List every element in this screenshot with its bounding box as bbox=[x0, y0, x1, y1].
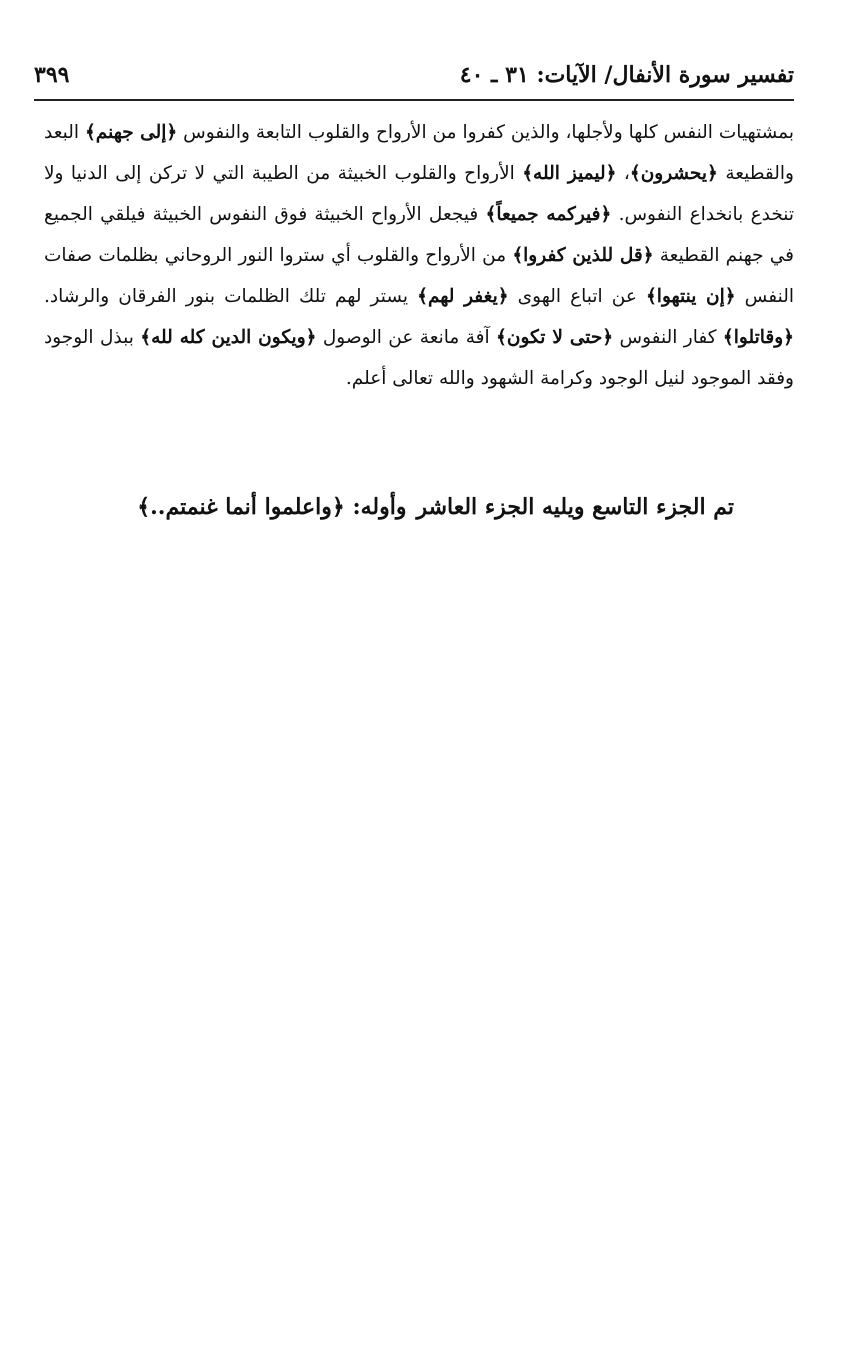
text-segment: يستر لهم تلك الظلمات بنور الفرقان والرشاد. bbox=[44, 286, 418, 307]
page-number: ٣٩٩ bbox=[34, 62, 70, 88]
commentary-paragraph bbox=[44, 112, 794, 399]
quran-quote: ﴿يغفر لهم﴾ bbox=[417, 286, 509, 307]
text-segment: عن اتباع الهوى bbox=[508, 286, 646, 307]
quran-quote: ﴿قل للذين كفروا﴾ bbox=[512, 245, 654, 266]
text-segment: الأرواح والقلوب الخبيثة من الطيبة التي لا تركن إلى الدنيا ولا تنخدع بانخداع النفوس. bbox=[44, 163, 795, 225]
next-volume-opening-quote: ﴿واعلموا أنما غنمتم..﴾ bbox=[137, 494, 345, 520]
text-segment: بمشتهيات النفس كلها ولأجلها، والذين كفروا من الأرواح والقلوب التابعة والنفوس bbox=[177, 122, 794, 143]
running-header bbox=[34, 62, 794, 96]
quran-quote: ﴿ويكون الدين كله لله﴾ bbox=[140, 327, 317, 348]
quran-quote: ﴿يحشرون﴾ bbox=[629, 163, 718, 184]
text-segment: فيجعل الأرواح الخبيثة فوق النفوس الخبيثة فيلقي الجميع في جهنم القطيعة bbox=[44, 204, 795, 266]
quran-quote: ﴿إلى جهنم﴾ bbox=[84, 122, 178, 143]
quran-quote: ﴿إن ينتهوا﴾ bbox=[645, 286, 736, 307]
quran-quote: ﴿وقاتلوا﴾ bbox=[722, 327, 794, 348]
text-segment: من الأرواح والقلوب أي ستروا النور الروحاني بظلمات صفات النفس bbox=[44, 245, 794, 307]
header-rule bbox=[34, 99, 794, 101]
volume-end-lead: وأوله: bbox=[352, 494, 407, 520]
text-segment: البعد والقطيعة bbox=[44, 122, 794, 184]
quran-quote: ﴿فيركمه جميعاً﴾ bbox=[485, 204, 612, 225]
volume-end-main: تم الجزء التاسع ويليه الجزء العاشر bbox=[416, 494, 734, 520]
quran-quote: ﴿حتى لا تكون﴾ bbox=[496, 327, 614, 348]
header-title: تفسير سورة الأنفال/ الآيات: ٣١ ـ ٤٠ bbox=[459, 62, 794, 88]
text-segment: ، bbox=[616, 163, 630, 184]
text-segment: آفة مانعة عن الوصول bbox=[316, 327, 497, 348]
text-segment: كفار النفوس bbox=[613, 327, 723, 348]
volume-end-note bbox=[44, 494, 734, 520]
quran-quote: ﴿ليميز الله﴾ bbox=[522, 163, 617, 184]
text-segment: ببذل الوجود وفقد الموجود لنيل الوجود وكرامة الشهود والله تعالى أعلم. bbox=[44, 327, 794, 389]
